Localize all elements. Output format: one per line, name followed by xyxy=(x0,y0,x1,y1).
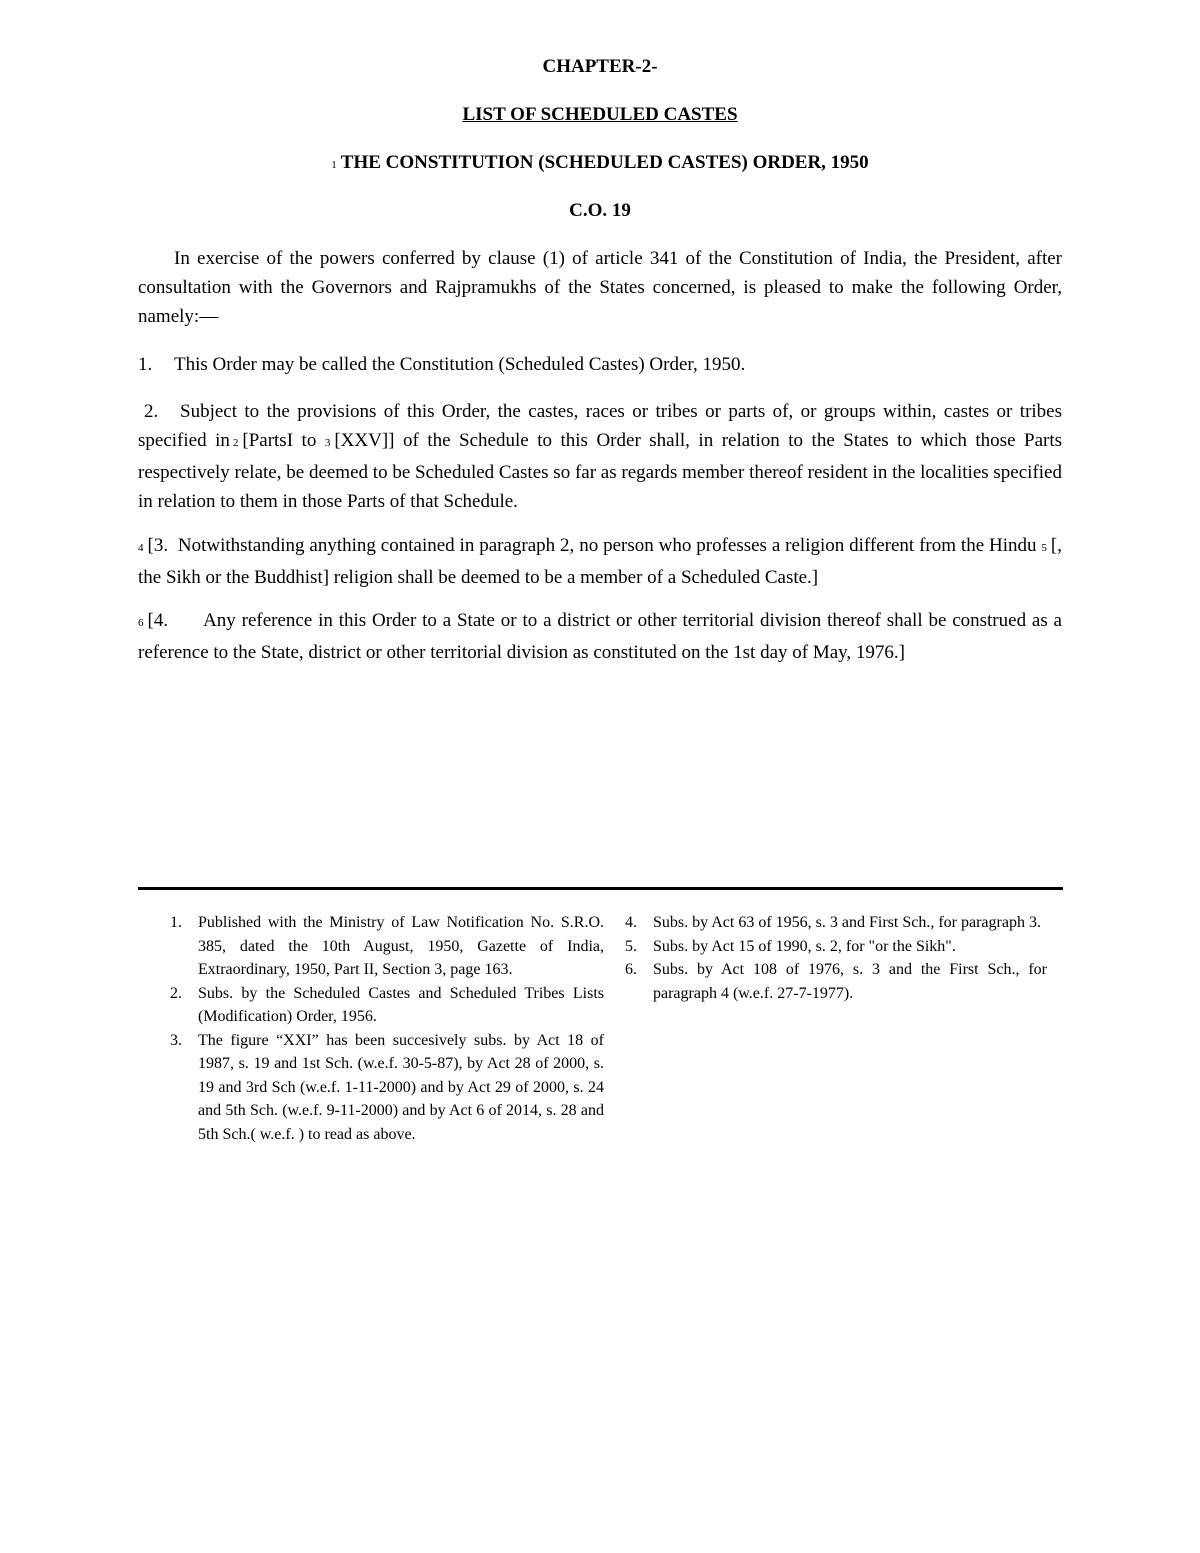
footnote-text: Subs. by the Scheduled Castes and Scheduled Tribes Lists (Modification) Order, 1956. xyxy=(198,984,604,1025)
footnote-text: Subs. by Act 108 of 1976, s. 3 and the First Sch., for paragraph 4 (w.e.f. 27-7-1977). xyxy=(653,961,1047,1002)
footnote-item xyxy=(625,911,1047,935)
footnote-item xyxy=(625,958,1047,1005)
paragraph-number: [4. xyxy=(147,610,169,631)
footnote-ref-3: 3 xyxy=(324,437,331,449)
paragraph-number: [3. xyxy=(147,535,169,556)
footnote-text: The figure “XXI” has been succesively subs. by Act 18 of 1987, s. 19 and 1st Sch. (w.e.f. 30-5-87), by Act 28 of 2000, s. 19 and 3rd Sch (w.e.f. 1-11-2000) and by Act 29 of 2000, s. 24 and 5th Sch. (w.e.f. 9-11-2000) and by Act 6 of 2014, s. 28 and 5th Sch.( w.e.f. ) to read as above. xyxy=(198,1031,604,1143)
footnote-number: 5. xyxy=(625,937,637,955)
footnote-text: Subs. by Act 15 of 1990, s. 2, for "or the Sikh". xyxy=(653,937,956,955)
footnotes-right-column xyxy=(625,911,1047,1005)
footnote-item xyxy=(625,935,1047,959)
paragraph-number: 1. xyxy=(138,354,153,375)
paragraph-text: This Order may be called the Constitution (Scheduled Castes) Order, 1950. xyxy=(174,354,746,375)
paragraph-2 xyxy=(138,397,1062,516)
chapter-heading: CHAPTER-2- xyxy=(542,56,658,77)
footnote-item xyxy=(170,911,604,982)
paragraph-text: Any reference in this Order to a State or to a district or other territorial division thereof shall be construed as a reference to the State, district or other territorial division as constituted on the 1st day of May, 1976.] xyxy=(138,610,1062,663)
order-title xyxy=(0,152,1200,174)
footnote-ref-4: 4 xyxy=(138,542,144,554)
paragraph-text: Subject to the provisions of this Order, the castes, races or tribes or parts of, or groups within, castes or tribes specified in xyxy=(138,401,1062,451)
order-code: C.O. 19 xyxy=(569,200,631,221)
paragraph-text: Notwithstanding anything contained in paragraph 2, no person who professes a religion different from the Hindu xyxy=(177,535,1037,556)
paragraph-4 xyxy=(138,606,1062,667)
footnote-text: Published with the Ministry of Law Notification No. S.R.O. 385, dated the 10th August, 1950, Gazette of India, Extraordinary, 1950, Part II, Section 3, page 163. xyxy=(198,914,604,978)
paragraph-3 xyxy=(138,531,1062,592)
footnote-ref-5: 5 xyxy=(1041,542,1047,554)
footnote-item xyxy=(170,1029,604,1147)
paragraph-text: [, the Sikh or the Buddhist] religion shall be deemed to be a member of a Scheduled Caste.] xyxy=(138,535,1062,588)
intro-paragraph: In exercise of the powers conferred by clause (1) of article 341 of the Constitution of India, the President, after consultation with the Governors and Rajpramukhs of the States concerned, is pleased to make the following Order, namely:— xyxy=(138,248,1062,327)
paragraph-text: [PartsI to xyxy=(242,430,317,451)
footnotes-left-column xyxy=(170,911,604,1146)
footnote-number: 2. xyxy=(170,984,182,1002)
footnote-number: 3. xyxy=(170,1031,182,1049)
paragraph-number: 2. xyxy=(144,401,159,422)
paragraph-text: [XXV]] of the Schedule to this Order shall, in relation to the States to which those Parts respectively relate, be deemed to be Scheduled Castes so far as regards member thereof resident in the localities specified in relation to them in those Parts of that Schedule. xyxy=(138,430,1063,512)
footnote-ref-2: 2 xyxy=(232,437,239,449)
footnote-number: 1. xyxy=(170,914,182,931)
footnote-separator xyxy=(138,887,1063,890)
order-title-text: THE CONSTITUTION (SCHEDULED CASTES) ORDER, 1950 xyxy=(340,152,869,173)
footnote-number: 4. xyxy=(625,914,637,931)
footnote-ref-1: 1 xyxy=(331,159,337,171)
footnote-text: Subs. by Act 63 of 1956, s. 3 and First Sch., for paragraph 3. xyxy=(653,914,1041,931)
footnote-ref-6: 6 xyxy=(138,617,144,629)
footnote-number: 6. xyxy=(625,961,637,978)
list-title: LIST OF SCHEDULED CASTES xyxy=(462,104,738,125)
paragraph-1 xyxy=(138,350,1062,379)
footnote-item xyxy=(170,982,604,1029)
